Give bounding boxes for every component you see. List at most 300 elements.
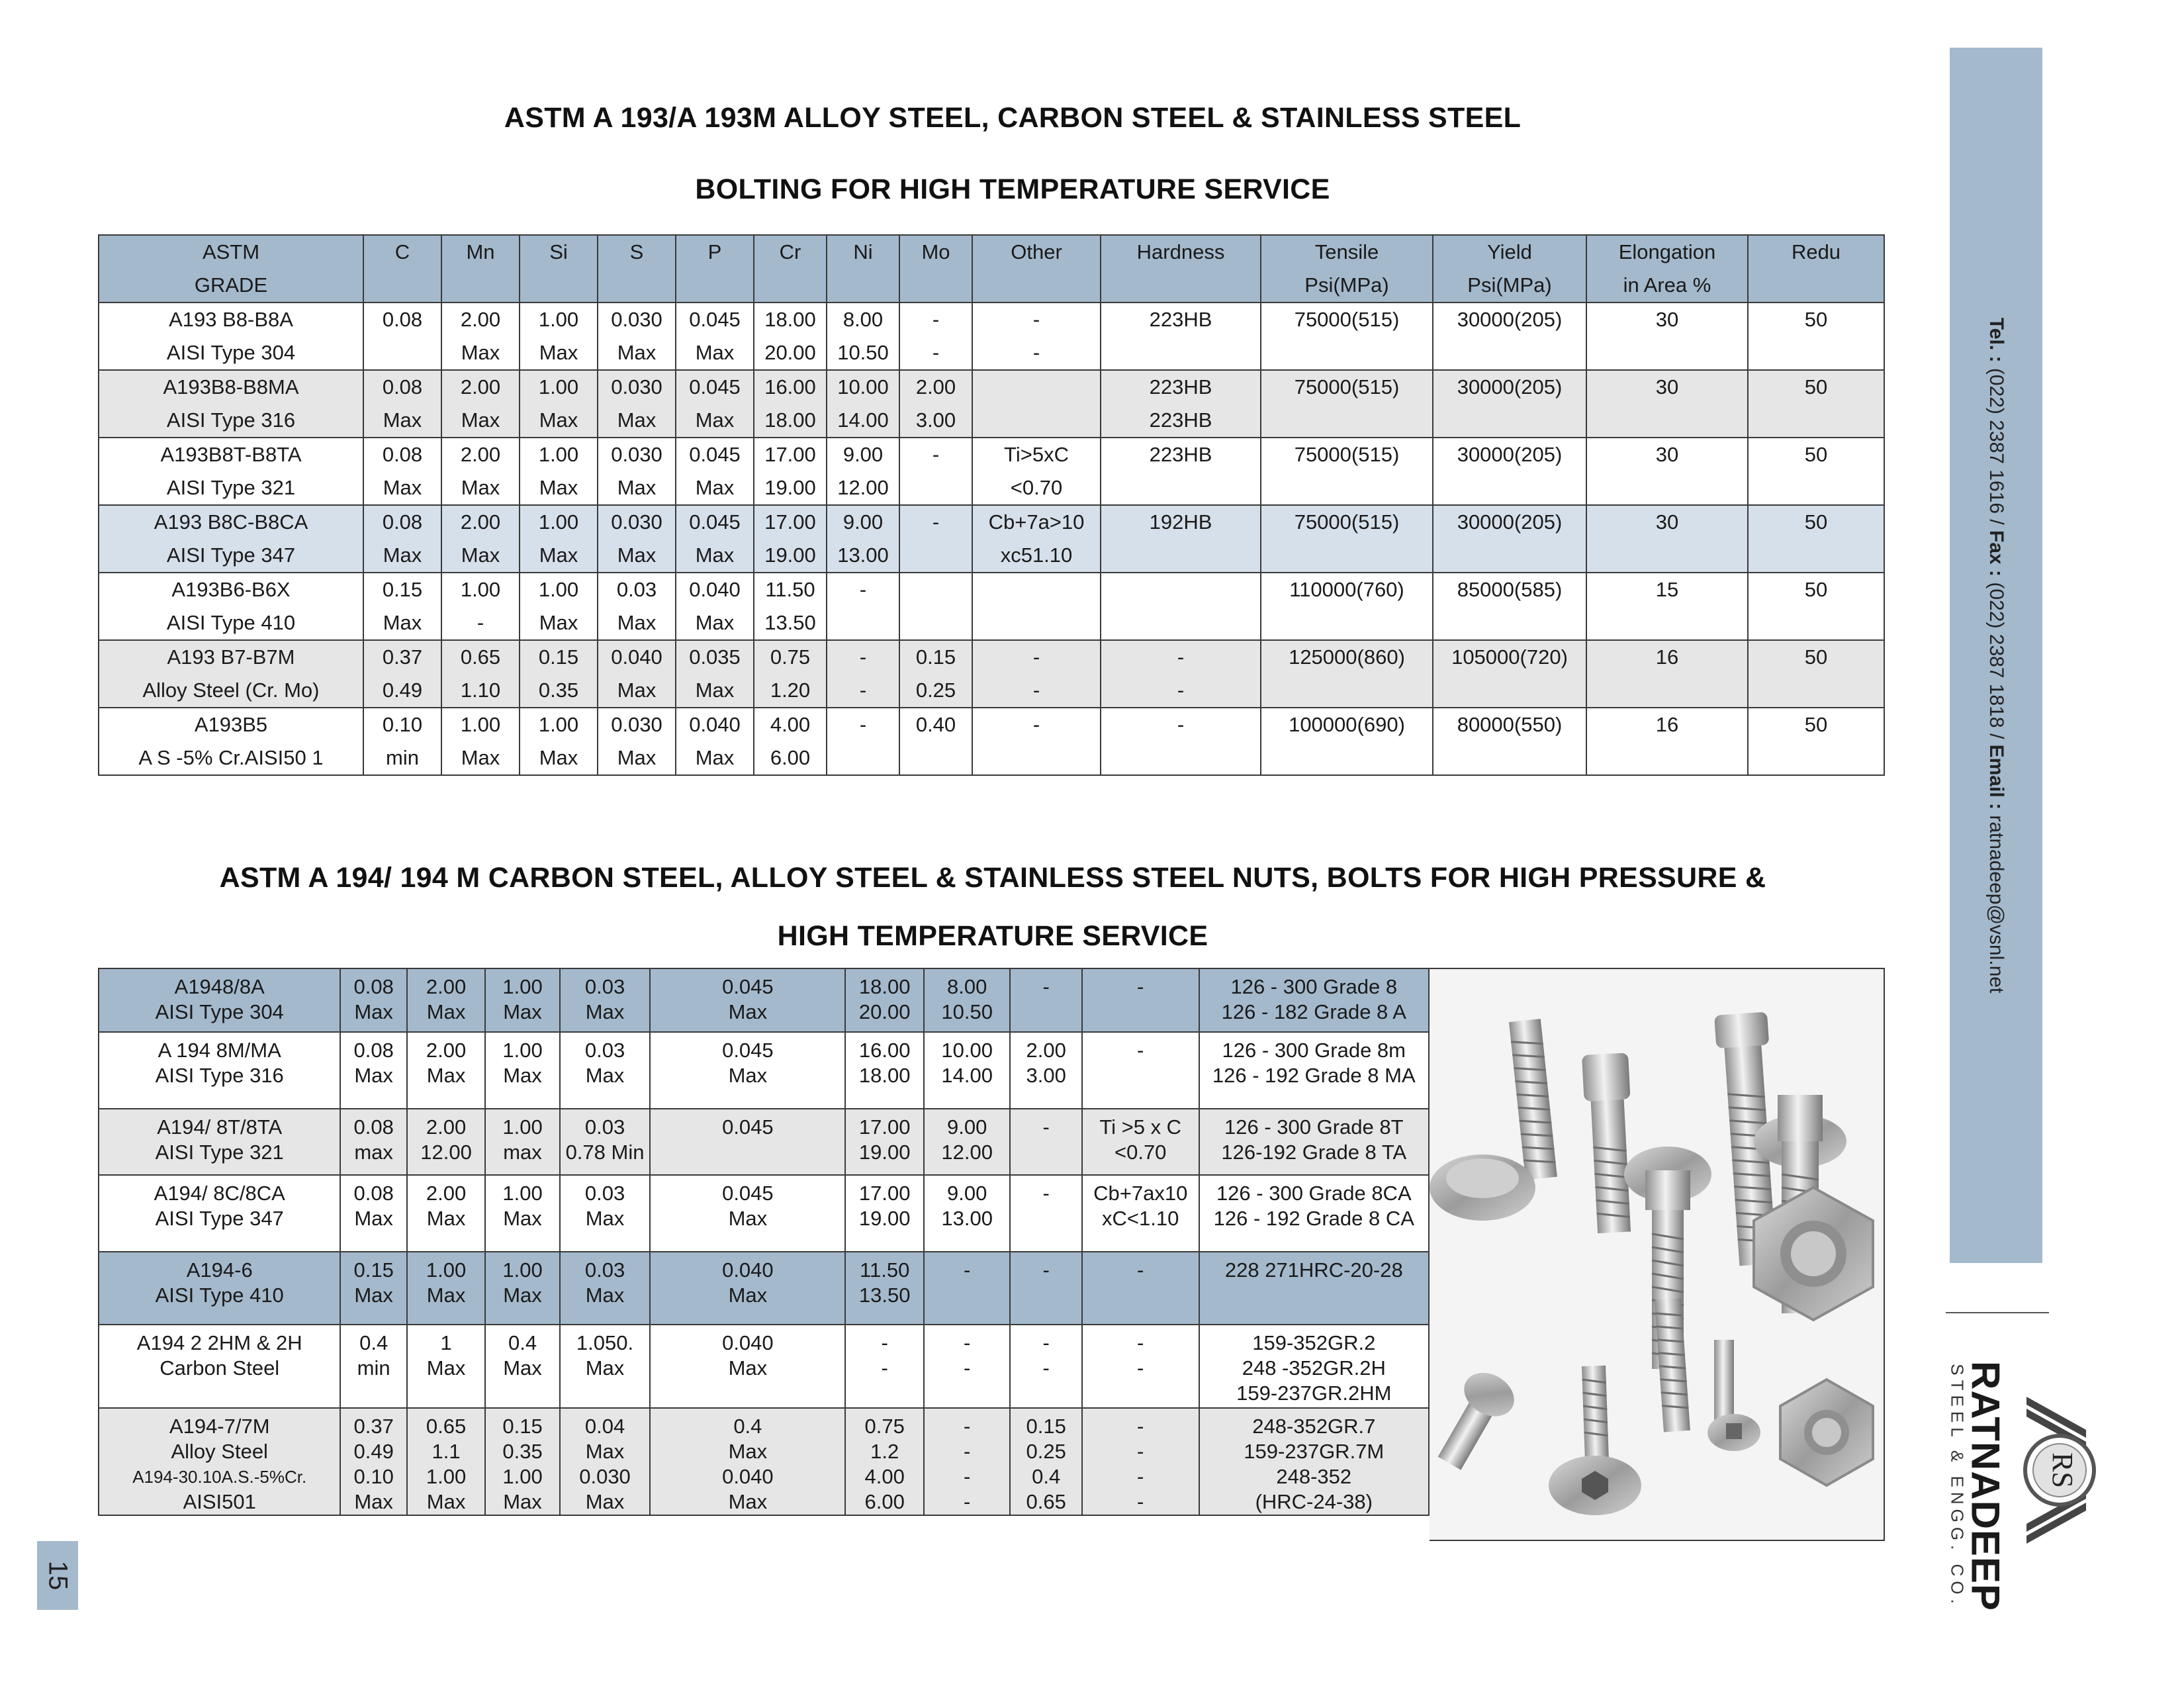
cell-line: Max	[585, 1207, 625, 1230]
value-cell	[340, 1175, 406, 1252]
cell-line: Mo	[921, 240, 950, 263]
cell-line	[900, 539, 972, 572]
cell-line: 17.00	[858, 1115, 911, 1139]
cell-line: 0.030	[611, 375, 662, 399]
value-cell	[1748, 505, 1884, 573]
cell-line: 1.00	[538, 308, 579, 331]
value-cell	[754, 370, 827, 438]
cell-line: 14.00	[941, 1064, 993, 1087]
cell-line	[1011, 1140, 1081, 1165]
cell-line: xc51.10	[1000, 543, 1073, 567]
cell-line: Max	[695, 543, 735, 567]
cell-line: min	[357, 1356, 390, 1380]
table-row	[99, 1252, 1429, 1325]
value-cell	[520, 438, 598, 505]
cell-line: 0.4	[733, 1415, 762, 1438]
value-cell	[340, 1252, 406, 1325]
cell-line: 20.00	[764, 341, 816, 364]
value-cell	[676, 640, 754, 708]
cell-line: 126 - 300 Grade 8CA	[1216, 1182, 1412, 1205]
value-cell	[827, 370, 899, 438]
cell-line: 0.35	[538, 679, 579, 702]
value-cell	[363, 640, 441, 708]
value-cell	[845, 1252, 923, 1325]
cell-line: -	[1137, 975, 1144, 998]
table-row	[99, 1408, 1429, 1515]
value-cell	[1101, 303, 1261, 370]
cell-line: 0.15	[502, 1415, 543, 1438]
separator: /	[1985, 733, 2007, 745]
cell-line: 126 - 192 Grade 8 CA	[1213, 1207, 1414, 1230]
value-cell	[1586, 573, 1748, 640]
cell-line: 8.00	[842, 308, 884, 331]
value-cell	[1433, 370, 1586, 438]
cell-line: Alloy Steel	[171, 1440, 268, 1463]
cell-line: 0.35	[502, 1440, 543, 1463]
cell-line: 0.08	[353, 975, 394, 998]
cell-line	[442, 269, 519, 302]
cell-line: 50	[1804, 578, 1828, 601]
value-cell	[754, 505, 827, 573]
cell-line: 0.10	[382, 713, 423, 736]
cell-line: Max	[617, 679, 657, 702]
cell-line: 6.00	[864, 1490, 905, 1513]
cell-line: 0.040	[689, 578, 741, 601]
cell-line	[1261, 606, 1432, 639]
cell-line: A S -5% Cr.AISI50 1	[138, 746, 324, 769]
cell-line: 0.03	[584, 1258, 625, 1282]
cell-line	[1101, 269, 1260, 302]
cell-line: min	[386, 746, 419, 769]
cell-line: 0.03	[584, 1115, 625, 1139]
value-cell	[924, 1032, 1011, 1109]
grade-cell	[99, 968, 340, 1032]
table-row	[99, 708, 1884, 775]
cell-line	[973, 741, 1100, 774]
cell-line	[1101, 573, 1260, 606]
value-cell	[1261, 438, 1433, 505]
value-cell	[924, 1252, 1011, 1325]
cell-line: A194-7/7M	[169, 1415, 270, 1438]
value-cell	[340, 1408, 406, 1515]
value-cell	[520, 370, 598, 438]
cell-line: 1.2	[870, 1440, 899, 1463]
value-cell	[650, 1032, 845, 1109]
cell-line	[900, 606, 972, 639]
value-cell	[520, 505, 598, 573]
cell-line: Max	[695, 408, 735, 432]
value-cell	[972, 505, 1101, 573]
value-cell	[1261, 573, 1433, 640]
cell-line: 223HB	[1149, 443, 1212, 466]
cell-line: Tensile	[1314, 240, 1379, 263]
cell-line: -	[964, 1415, 971, 1438]
value-cell	[407, 1109, 485, 1175]
value-cell	[827, 303, 899, 370]
cell-line	[1749, 404, 1884, 437]
table-row	[99, 303, 1884, 370]
value-cell	[598, 505, 676, 573]
value-cell	[676, 573, 754, 640]
value-cell	[441, 708, 520, 775]
value-cell	[441, 573, 520, 640]
value-cell	[924, 968, 1011, 1032]
cell-line: -	[1137, 1039, 1144, 1062]
cell-line	[598, 269, 675, 302]
tel-label: Tel. :	[1985, 317, 2007, 363]
cell-line: -	[1042, 1331, 1050, 1354]
cell-line: Max	[539, 408, 578, 432]
astm-a193-table	[98, 234, 1885, 776]
cell-line: 18.00	[858, 1064, 911, 1087]
cell-line: Mn	[466, 240, 495, 263]
value-cell	[1199, 1408, 1429, 1515]
cell-line: 0.08	[382, 443, 423, 466]
cell-line: 0.37	[353, 1415, 394, 1438]
cell-line: 0.15	[353, 1258, 394, 1282]
cell-line	[1749, 606, 1884, 639]
cell-line: 2.00	[426, 1115, 467, 1139]
cell-line: 159-237GR.2HM	[1236, 1382, 1392, 1405]
cell-line: -	[932, 510, 940, 534]
cell-line: 228 271HRC-20-28	[1224, 1258, 1403, 1282]
cell-line: 6.00	[770, 746, 811, 769]
cell-line: 30	[1655, 443, 1679, 466]
cell-line: Max	[539, 543, 578, 567]
cell-line: -	[1177, 679, 1185, 702]
grade-cell	[99, 640, 363, 708]
cell-line: -	[964, 1465, 971, 1488]
cell-line: 0.03	[616, 578, 657, 601]
cell-line: -	[964, 1331, 971, 1354]
cell-line: A193 B8C-B8CA	[154, 510, 308, 534]
grade-cell	[99, 573, 363, 640]
cell-line: Ti>5xC	[1004, 443, 1069, 466]
cell-line: 1.050.	[576, 1331, 634, 1354]
cell-line	[1101, 741, 1260, 774]
value-cell	[845, 1325, 923, 1408]
cell-line: 223HB	[1149, 408, 1212, 432]
value-cell	[1199, 1252, 1429, 1325]
value-cell	[1082, 1109, 1199, 1175]
cell-line: Max	[695, 611, 735, 634]
cell-line: Max	[354, 1064, 393, 1087]
value-cell	[676, 303, 754, 370]
page-number: 15	[43, 1560, 73, 1591]
cell-line: 50	[1804, 443, 1828, 466]
column-header	[99, 235, 363, 303]
column-header	[363, 235, 441, 303]
cell-line: Max	[728, 1490, 768, 1513]
value-cell	[1101, 708, 1261, 775]
value-cell	[1748, 708, 1884, 775]
contact-info	[1950, 48, 2042, 1263]
cell-line	[1587, 741, 1747, 774]
grade-cell	[99, 1252, 340, 1325]
cell-line: Max	[728, 1000, 768, 1023]
cell-line: 16	[1655, 645, 1679, 669]
value-cell	[1101, 505, 1261, 573]
divider	[1946, 1312, 2049, 1313]
cell-line: -	[881, 1331, 888, 1354]
cell-line	[1587, 336, 1747, 369]
cell-line: AISI Type 304	[166, 341, 296, 364]
cell-line	[1587, 471, 1747, 504]
cell-line: 0.045	[722, 1115, 774, 1139]
cell-line: 30	[1655, 308, 1679, 331]
table-row	[99, 370, 1884, 438]
cell-line: 2.00	[460, 443, 501, 466]
cell-line: 17.00	[858, 1182, 911, 1205]
cell-line: AISI Type 347	[155, 1207, 284, 1230]
cell-line: 1.20	[770, 679, 811, 702]
grade-cell	[99, 1408, 340, 1515]
value-cell	[1748, 303, 1884, 370]
cell-line: 17.00	[764, 443, 816, 466]
value-cell	[560, 968, 651, 1032]
cell-line: 0.030	[611, 510, 662, 534]
cell-line: 2.00	[460, 308, 501, 331]
cell-line: 0.37	[382, 645, 423, 669]
value-cell	[827, 573, 899, 640]
value-cell	[972, 370, 1101, 438]
cell-line: -	[1042, 975, 1050, 998]
cell-line: Max	[728, 1284, 768, 1307]
cell-line: xC<1.10	[1102, 1207, 1179, 1230]
table-header-row	[99, 235, 1884, 303]
cell-line: A193B8T-B8TA	[160, 443, 302, 466]
cell-line: 0.045	[689, 443, 741, 466]
cell-line: 75000(515)	[1294, 308, 1400, 331]
value-cell	[1199, 1109, 1429, 1175]
value-cell	[1199, 1032, 1429, 1109]
cell-line: 100000(690)	[1289, 713, 1405, 736]
cell-line: 0.25	[1026, 1440, 1066, 1463]
table1-title-line1: ASTM A 193/A 193M ALLOY STEEL, CARBON STEEL & STAINLESS STEEL	[504, 102, 1522, 134]
cell-line: Max	[354, 1000, 393, 1023]
cell-line: (HRC-24-38)	[1255, 1490, 1373, 1513]
cell-line: 0.045	[722, 975, 774, 998]
cell-line: Max	[728, 1207, 768, 1230]
value-cell	[650, 1325, 845, 1408]
value-cell	[845, 1408, 923, 1515]
value-cell	[407, 1032, 485, 1109]
value-cell	[1101, 370, 1261, 438]
cell-line: 2.00	[426, 975, 467, 998]
cell-line: 75000(515)	[1294, 443, 1400, 466]
cell-line	[364, 269, 441, 302]
cell-line: Cb+7ax10	[1093, 1182, 1188, 1205]
cell-line: 0.045	[689, 510, 741, 534]
cell-line: 17.00	[764, 510, 816, 534]
cell-line: 10.50	[941, 1000, 993, 1023]
cell-line: Max	[503, 1064, 542, 1087]
value-cell	[1586, 708, 1748, 775]
value-cell	[485, 1252, 559, 1325]
cell-line: 15	[1655, 578, 1679, 601]
cell-line	[1083, 1063, 1199, 1088]
cell-line: 0.045	[689, 375, 741, 399]
cell-line: Elongation	[1618, 240, 1716, 263]
value-cell	[363, 303, 441, 370]
cell-line	[1749, 336, 1884, 369]
cell-line: Max	[383, 611, 422, 634]
value-cell	[520, 303, 598, 370]
value-cell	[924, 1325, 1011, 1408]
table-row	[99, 505, 1884, 573]
cell-line: Max	[426, 1356, 466, 1380]
value-cell	[1586, 640, 1748, 708]
value-cell	[363, 505, 441, 573]
cell-line: max	[354, 1141, 393, 1164]
cell-line: Max	[695, 476, 735, 499]
value-cell	[754, 573, 827, 640]
cell-line: -	[1042, 1258, 1050, 1282]
value-cell	[560, 1175, 651, 1252]
value-cell	[1748, 640, 1884, 708]
value-cell	[899, 708, 972, 775]
value-cell	[598, 640, 676, 708]
cell-line: -	[1137, 1331, 1144, 1354]
cell-line: Max	[426, 1284, 466, 1307]
cell-line: 50	[1804, 308, 1828, 331]
cell-line: -	[932, 341, 940, 364]
cell-line	[900, 471, 972, 504]
cell-line: AISI Type 316	[155, 1064, 284, 1087]
cell-line: 126 - 192 Grade 8 MA	[1212, 1064, 1416, 1087]
value-cell	[560, 1032, 651, 1109]
cell-line	[1261, 336, 1432, 369]
value-cell	[972, 708, 1101, 775]
cell-line: -	[1032, 341, 1040, 364]
value-cell	[845, 1032, 923, 1109]
cell-line: 10.00	[941, 1039, 993, 1062]
cell-line: Max	[585, 1000, 625, 1023]
value-cell	[407, 968, 485, 1032]
value-cell	[754, 640, 827, 708]
cell-line: 1.1	[432, 1440, 461, 1463]
cell-line: -	[932, 308, 940, 331]
cell-line: AISI Type 321	[155, 1141, 284, 1164]
cell-line: A 194 8M/MA	[158, 1039, 281, 1062]
grade-cell	[99, 303, 363, 370]
table-row	[99, 968, 1429, 1032]
cell-line: 0.03	[584, 975, 625, 998]
cell-line: Max	[695, 679, 735, 702]
cell-line: Max	[585, 1284, 625, 1307]
cell-line: 4.00	[864, 1465, 905, 1488]
cell-line: Cr	[779, 240, 801, 263]
cell-line: 0.08	[382, 375, 423, 399]
cell-line: -	[964, 1258, 971, 1282]
cell-line	[1261, 404, 1432, 437]
cell-line: -	[1177, 645, 1185, 669]
value-cell	[485, 1325, 559, 1408]
value-cell	[1101, 640, 1261, 708]
cell-line: 0.040	[689, 713, 741, 736]
cell-line: 1.00	[460, 713, 501, 736]
cell-line: 0.045	[722, 1039, 774, 1062]
cell-line: -	[1042, 1115, 1050, 1139]
cell-line: -	[1032, 679, 1040, 702]
cell-line	[1749, 471, 1884, 504]
cell-line	[973, 371, 1100, 404]
cell-line: 0.03	[584, 1039, 625, 1062]
cell-line: 192HB	[1149, 510, 1212, 534]
value-cell	[1261, 708, 1433, 775]
cell-line: GRADE	[194, 273, 268, 297]
value-cell	[598, 573, 676, 640]
value-cell	[899, 640, 972, 708]
cell-line	[827, 269, 899, 302]
cell-line: 0.75	[864, 1415, 905, 1438]
value-cell	[340, 1032, 406, 1109]
table2-title-line2: HIGH TEMPERATURE SERVICE	[777, 920, 1208, 952]
cell-line: AISI Type 304	[155, 1000, 284, 1023]
cell-line	[1749, 269, 1884, 302]
value-cell	[1433, 505, 1586, 573]
cell-line: Max	[539, 476, 578, 499]
cell-line	[754, 269, 826, 302]
value-cell	[650, 1252, 845, 1325]
value-cell	[676, 438, 754, 505]
value-cell	[1199, 968, 1429, 1032]
cell-line: 3.00	[1026, 1064, 1066, 1087]
value-cell	[485, 1175, 559, 1252]
cell-line: A193B8-B8MA	[163, 375, 299, 399]
cell-line: Max	[728, 1440, 768, 1463]
table1-title-line2: BOLTING FOR HIGH TEMPERATURE SERVICE	[695, 173, 1330, 205]
cell-line: 2.00	[426, 1182, 467, 1205]
value-cell	[754, 438, 827, 505]
cell-line	[1261, 674, 1432, 707]
cell-line	[1261, 741, 1432, 774]
cell-line: A193 B8-B8A	[169, 308, 293, 331]
cell-line	[925, 1283, 1010, 1308]
value-cell	[1010, 1325, 1081, 1408]
table-row	[99, 640, 1884, 708]
cell-line: 16.00	[764, 375, 816, 399]
cell-line: -	[477, 611, 484, 634]
cell-line: Max	[461, 408, 500, 432]
cell-line: 18.00	[764, 308, 816, 331]
cell-line: 1.00	[502, 1115, 543, 1139]
fax-label: Fax :	[1985, 530, 2007, 577]
cell-line: Si	[549, 240, 568, 263]
value-cell	[407, 1325, 485, 1408]
value-cell	[845, 1109, 923, 1175]
cell-line: 2.00	[1026, 1039, 1066, 1062]
cell-line: 30000(205)	[1457, 510, 1563, 534]
cell-line: Other	[1011, 240, 1062, 263]
cell-line: AISI Type 347	[166, 543, 296, 567]
cell-line: A194-6	[186, 1258, 253, 1282]
value-cell	[676, 505, 754, 573]
cell-line: Ni	[853, 240, 873, 263]
value-cell	[1010, 1109, 1081, 1175]
cell-line: 0.08	[382, 308, 423, 331]
cell-line	[1433, 606, 1586, 639]
cell-line: Max	[383, 476, 422, 499]
cell-line: 1.10	[460, 679, 501, 702]
cell-line: Max	[426, 1490, 466, 1513]
cell-line	[1433, 674, 1586, 707]
value-cell	[441, 370, 520, 438]
cell-line: 0.40	[915, 713, 956, 736]
column-header	[598, 235, 676, 303]
cell-line: Ti >5 x C	[1099, 1115, 1182, 1139]
cell-line: 0.030	[579, 1465, 631, 1488]
